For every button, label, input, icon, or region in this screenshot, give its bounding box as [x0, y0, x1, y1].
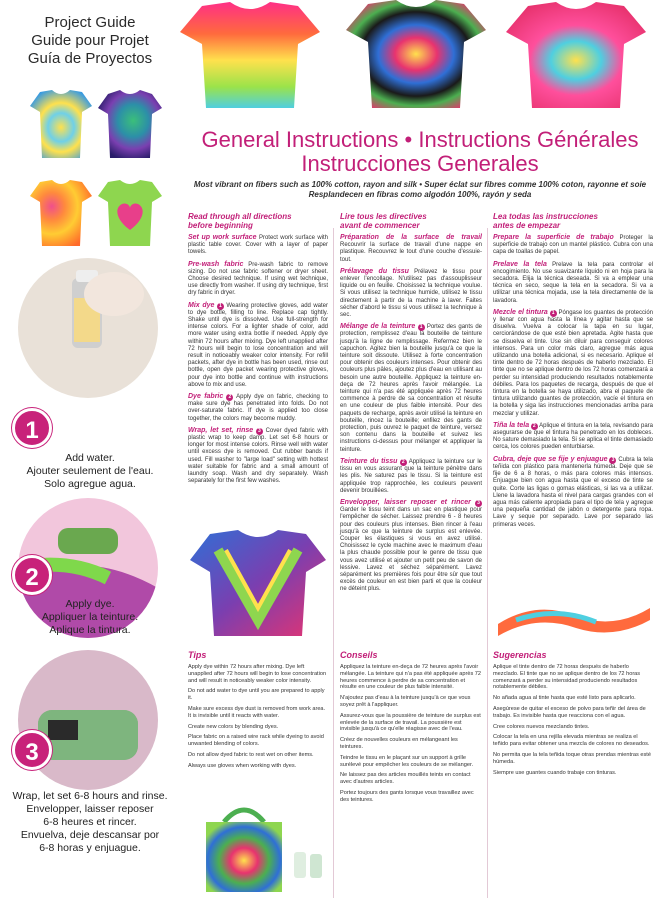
en-wrap-num: 3 — [256, 428, 263, 435]
sugerencias-list — [493, 664, 653, 780]
fr-step-prewash — [340, 268, 482, 319]
es-dye-text: Aplique el tintura en la tela, revisando para asegurarse de que el tintura ha penetrado en los dobleces. No sature demasiado la tela. Si se aplica el tinte demasiado cerca, los colores pueden enturbiarse. — [493, 422, 653, 451]
fr-dye-num: 2 — [400, 459, 407, 466]
dye-bottles — [292, 846, 328, 880]
es-setup-text: Proteger la superficie de trabajo con un mantel plástico. Cubra con una capa de toallas de papel. — [493, 235, 653, 256]
tip-item: Do not add water to dye until you are prepared to apply it. — [188, 688, 325, 702]
sugerencia-item: Siempre use guantes cuando trabaje con tinturas. — [493, 769, 617, 776]
en-step-mix — [188, 302, 328, 389]
tie-dye-shirt-blue-yellow — [30, 90, 92, 160]
fr-dye-head: Teinture du tissu — [340, 457, 398, 465]
tip-item: Make sure excess dye dust is removed from work area. It is invisible until it reacts with water. — [188, 705, 326, 719]
header — [180, 0, 660, 210]
step-3-caption-fr-1: Envelopper, laisser reposer — [26, 803, 154, 815]
es-step-dye — [493, 422, 653, 452]
es-prewash-text: Prelave la tela para controlar el encogimiento. No use suavizante líquido ni en hoja para la secadora. Elija la técnica deseada. Si va a emplear una técnica en seco, seque la tela en la secadora. Si va a utilizar una técnica mojada, use la tela directamente de la lavadora. — [493, 261, 654, 304]
es-dye-num: 2 — [531, 423, 538, 430]
page-title-es: Instrucciones Generales — [301, 151, 539, 176]
fr-step-dye — [340, 458, 482, 495]
fr-wrap-head: Envelopper, laisser reposer et rincer — [340, 498, 471, 506]
step-3-caption-fr-2: 6-8 heures et rincer. — [43, 816, 137, 828]
es-step-mix — [493, 309, 653, 418]
spanish-heading — [493, 212, 653, 230]
subtitle — [180, 180, 660, 200]
fr-dye-text: Appliquez la teinture sur le tissu en vous assurant que la teinture pénètre dans les plis. Ne saturez pas le tissu. Si la teinture est appliquée trop rapprochée, les couleurs peuvent devenir brouillées. — [340, 458, 482, 494]
es-wrap-num: 3 — [609, 457, 616, 464]
left-panel — [0, 0, 180, 900]
conseil-item: N'ajoutez pas d'eau à la teinture jusqu'à ce que vous soyez prêt à l'appliquer. — [340, 695, 471, 708]
en-dye-num: 2 — [226, 394, 233, 401]
es-wrap-text: Cubra la tela teñida con plástico para mantenerla húmeda. Deje que se fije de 6 a 8 horas, o más para colores más intensos. Enjuague bien con agua hasta que el exceso de tinte se quite. Corte las ligas o gomas elásticas, si las va a utilizar. Llene la lavadora hasta el nivel para cargas grandes con el agua más caliente apropiada para el tipo de tela y agregue una pequeña cantidad de jabón o detergente para ropa. Lave y seque por separado. Lave por separado las primeras veces. — [493, 456, 653, 528]
en-mix-head: Mix dye — [188, 301, 215, 309]
step-1-caption-en: Add water. — [65, 452, 115, 464]
guide-title-fr: Guide pour Projet — [31, 32, 149, 49]
fr-step-wrap — [340, 499, 482, 594]
step-2-number: 2 — [12, 555, 52, 595]
guide-title-es: Guía de Proyectos — [27, 50, 153, 67]
fr-wrap-text: Garder le tissu teint dans un sac en plastique pour l'empêcher de sécher. Laissez prendre 6 - 8 heures pour des couleurs plus intenses. Bien rincer à l'eau jusqu'à ce que la teinture de surplus est enlevée. Couper les élastiques si vous en avez utilisé. Choisissez le cycle machine avec le maximum d'eau la plus chaude possible pour le genre de tissu que vous avez utilisé et ajouter un petit peu de savon de lessive. Lavez et séchez séparément. Lavez séparément les premières fois pour être sûr que tout excès de couleur en est bien parti et que la couleur ne déteint plus. — [340, 507, 482, 593]
fr-mix-text: Portez des gants de protection, remplissez d'eau la bouteille de teinture jusqu'à la ligne de remplissage. Refermez bien le capuchon. Agitez bien la bouteille jusqu'à ce que la teinture soit dissoute. Utilisez à forte concentration pour obtenir des couleurs intenses. Pour obtenir des couleurs plus pâles, ajoutez plus d'eau en utilisant au besoin une autre bouteille. Appliquez la teinture en-deça de 72 heures après l'avoir mélangée. La teinture qui n'a pas été appliquée après 72 heures commence à perdre de sa concentration et résulte en une couleur de plus faible intensité. Pour des paquets de recharge, après avoir utilisé la teinture en bouteille, rincez la bouteille; enfilez des gants de protection, puis ouvrez le paquet de teinture, versez son contenu dans la bouteille et suivez les instructions ci-dessus pour mélanger et appliquer la teinture. — [340, 324, 482, 453]
french-heading-2: avant de commencer — [340, 221, 420, 230]
sugerencias-heading: Sugerencias — [493, 650, 547, 660]
en-mix-num: 1 — [217, 303, 224, 310]
english-column — [188, 212, 328, 490]
sugerencia-item: Colocar la tela en una rejilla elevada mientras se realiza el teñido para evitar obtener una mezcla de colores no deseados. — [493, 734, 650, 748]
conseils-list — [340, 664, 482, 808]
tie-dye-shirt-purple-green — [98, 90, 162, 160]
tip-item: Create new colors by blending dyes. — [188, 723, 279, 730]
fr-prewash-text: Prélavez le tissu pour enlever l'encollage. N'utilisez pas d'assouplisseur liquide ou en feuille. Choisissez la technique voulue. Si vous utilisez la technique humide, utilisez le tissu directement à partir de la machine à laver. Faites sécher d'abord le tissu si vous utilisez la technique à sec. — [340, 268, 482, 319]
fr-prewash-head: Prélavage du tissu — [340, 267, 409, 275]
es-mix-text: Póngase los guantes de protección y llenar con agua hasta la línea y agitar hasta que se disuelva. Vuelva a colocar la tapa en su lugar, cerciorándose de que esté bien apretada. Agite hasta que se disuelva el tinte. Use sin diluir para conseguir colores intensos. Para un color más claro, agregue más agua utilizando una botella adicional, si es necesario. Aplique el tinte dentro de 72 horas después de haberlo mezclado. El tinte que no se aplique dentro de los 72 horas comenzará a perder su intensidad produciendo resultados notablemente débiles. Para los paquetes de recarga, después de que el tintura en la botella se haya utilizado, abra el paquete de tintura utilizando guantes de protección, vacíe el tintura en la botella y siga las instrucciones mencionadas arriba para mezclar y utilizar. — [493, 309, 654, 417]
es-mix-num: 1 — [550, 310, 557, 317]
es-mix-head: Mezcle el tintura — [493, 308, 548, 316]
page-title: General Instructions • Instructions Générales — [201, 127, 639, 152]
english-heading-1: Read through all directions — [188, 212, 292, 221]
step-3-number: 3 — [12, 730, 52, 770]
es-prewash-head: Prelave la tela — [493, 260, 547, 268]
conseils-heading: Conseils — [340, 650, 378, 660]
tip-item: Apply dye within 72 hours after mixing. Dye left unapplied after 72 hours will begin to lose concentration and will result in noticeably weaker color intensity. — [188, 664, 327, 684]
en-dye-head: Dye fabric — [188, 393, 224, 401]
es-step-prewash — [493, 261, 653, 305]
column-divider-1 — [333, 228, 334, 898]
conseil-item: Ne laissez pas des articles mouillés teints en contact avec d'autres articles. — [340, 772, 471, 786]
step-3-photo — [18, 650, 158, 790]
step-2-caption-es: Aplique la tintura. — [49, 624, 131, 636]
en-step-wrap — [188, 427, 328, 486]
french-heading — [340, 212, 482, 230]
fr-step-setup — [340, 234, 482, 264]
en-mix-text: Wearing protective gloves, add water to dye bottle, filling to line. Replace cap tightly. Shake until dye is dissolved. Use full-strength for intense colors. For a lighter shade of color, add more water using extra bottle if needed. Apply dye within 72 hours after mixing. Dye left unapplied after 72 hours will begin to lose concentration and will result in noticeably weaker color intensity. For refill packets, after dye in bottle has been used, rinse out bottle, open dye packet wearing protective gloves, pour dye into bottle and continue with instructions above to mix and use. — [188, 302, 328, 388]
fr-step-mix — [340, 323, 482, 454]
en-wrap-text: Cover dyed fabric with plastic wrap to keep damp. Let set 6-8 hours or longer for most intense colors. Rinse well with water until excess dye is removed. Cut rubber bands if used. Fill washer to "large load" setting with hottest water suitable for fabric and a small amount of laundry soap. Wash and dry separately. Wash separately for the first few washes. — [188, 427, 329, 485]
spanish-heading-1: Lea todas las instrucciones — [493, 212, 598, 221]
english-heading — [188, 212, 328, 230]
en-step-prewash — [188, 261, 328, 298]
step-3-caption — [0, 790, 180, 855]
conseil-item: Teindre le tissu en le plaçant sur un support à grille surélevé pour empêcher les couleurs de se mélanger. — [340, 754, 474, 768]
tie-dye-tote-bag — [196, 798, 292, 894]
conseil-item: Créez de nouvelles couleurs en mélangeant les teintures. — [340, 737, 458, 750]
step-1-number: 1 — [12, 408, 52, 448]
en-setup-text: Protect work surface with plastic table cover. Cover with a layer of paper towels. — [188, 235, 329, 256]
conseil-item: Assurez-vous que la poussière de teinture de surplus est enlevée de la surface de travail. La poussière est invisible jusqu'à ce qu'elle réagisse avec de l'eau. — [340, 712, 481, 733]
french-heading-1: Lire tous les directives — [340, 212, 427, 221]
step-2-caption-en: Apply dye. — [65, 598, 115, 610]
fr-setup-head: Préparation de la surface de travail — [340, 234, 482, 241]
en-prewash-text: Pre-wash fabric to remove sizing. Do not use fabric softener or dryer sheet. Choose desired technique. If using wet technique, use directly from washer. If using dry technique, first dry fabric in dryer. — [188, 261, 329, 297]
subtitle-line-1: Most vibrant on fibers such as 100% cotton, rayon and silk • Super éclat sur fibres comme 100% coton, rayonne et soie — [193, 180, 647, 189]
sugerencia-item: Asegúrese de quitar el exceso de polvo para teñir del área de trabajo. Es invisible hasta que reacciona con el agua. — [493, 705, 646, 719]
fr-mix-num: 1 — [418, 324, 425, 331]
en-dye-text: Apply dye on fabric, checking to make sure dye has penetrated into folds. Do not over-saturate fabric. If dye is applied too close together, the colors may become muddy. — [188, 394, 328, 422]
es-step-setup — [493, 234, 653, 257]
step-2-caption — [0, 598, 180, 637]
en-setup-head: Set up work surface — [188, 234, 257, 241]
fr-wrap-num: 3 — [475, 500, 482, 507]
tie-dye-shirt-pink-spiral — [506, 2, 646, 110]
step-2-caption-fr: Appliquer la teinture. — [41, 611, 139, 623]
sugerencia-item: No añada agua al tinte hasta que esté listo para aplicarlo. — [493, 695, 636, 702]
step-1-caption-es: Solo agregue agua. — [44, 478, 136, 490]
step-3-caption-es-1: Envuelva, deje descansar por — [20, 829, 160, 841]
step-1-caption — [0, 452, 180, 491]
step-1-caption-fr: Ajouter seulement de l'eau. — [26, 465, 154, 477]
sugerencia-item: Cree colores nuevos mezclando tintes. — [493, 723, 590, 730]
step-3-caption-es-2: 6-8 horas y enjuague. — [39, 842, 141, 854]
french-column — [340, 212, 482, 598]
en-step-setup — [188, 234, 328, 257]
guide-title — [0, 14, 180, 68]
en-prewash-head: Pre-wash fabric — [188, 260, 244, 268]
fr-mix-head: Mélange de la teinture — [340, 323, 416, 331]
es-dye-head: Tiña la tela — [493, 421, 530, 429]
english-heading-2: before beginning — [188, 221, 253, 230]
tip-item: Place fabric on a raised wire rack while dyeing to avoid unwanted blending of colors. — [188, 734, 324, 748]
tip-item: Always use gloves when working with dyes. — [188, 762, 297, 769]
step-1-photo — [18, 258, 158, 398]
fr-setup-text: Recouvrir la surface de travail d'une nappe en plastique. Recouvrez le tout d'une couche d'essuie-tout. — [340, 242, 482, 263]
spanish-column — [493, 212, 653, 533]
tie-dye-shirt-orange — [30, 180, 92, 248]
conseil-item: Portez toujours des gants lorsque vous travaillez avec des teintures. — [340, 789, 474, 803]
spanish-heading-2: antes de empezar — [493, 221, 561, 230]
column-divider-2 — [487, 228, 488, 898]
conseil-item: Appliquez la teinture en-deça de 72 heures après l'avoir mélangée. La teinture qui n'a pas été appliquée après 72 heures commence à perdre de sa concentration et résulte en une couleur de plus faible intensité. — [340, 664, 482, 691]
subtitle-line-2: Resplandecen en fibras como algodón 100%, rayón y seda — [308, 190, 532, 199]
tip-item: Do not allow dyed fabric to rest wet on other items. — [188, 751, 314, 758]
sugerencia-item: No permita que la tela teñida toque otras prendas mientras esté húmeda. — [493, 751, 651, 765]
es-step-wrap — [493, 456, 653, 529]
en-wrap-head: Wrap, let set, rinse — [188, 426, 254, 434]
tie-dye-shirt-rainbow-stripes — [180, 2, 320, 110]
sugerencia-item: Aplique el tinte dentro de 72 horas después de haberlo mezclado. El tinte que no se aplique dentro de los 72 horas comenzará a perder su intensidad produciendo resultados notablemente débiles. — [493, 664, 641, 691]
tie-dye-shirt-spiral-dark — [346, 0, 486, 110]
tie-dye-scarf — [496, 598, 652, 640]
en-step-dye — [188, 393, 328, 423]
tie-dye-shirt-heart — [98, 180, 162, 248]
es-wrap-head: Cubra, deje que se fije y enjuague — [493, 455, 608, 463]
tips-list — [188, 664, 328, 774]
guide-title-en: Project Guide — [44, 14, 136, 31]
es-setup-head: Prepare la superficie de trabajo — [493, 234, 614, 241]
tips-heading: Tips — [188, 650, 207, 660]
step-3-caption-en: Wrap, let set 6-8 hours and rinse. — [12, 790, 168, 802]
tie-dye-shirt-v-pattern — [190, 530, 326, 638]
